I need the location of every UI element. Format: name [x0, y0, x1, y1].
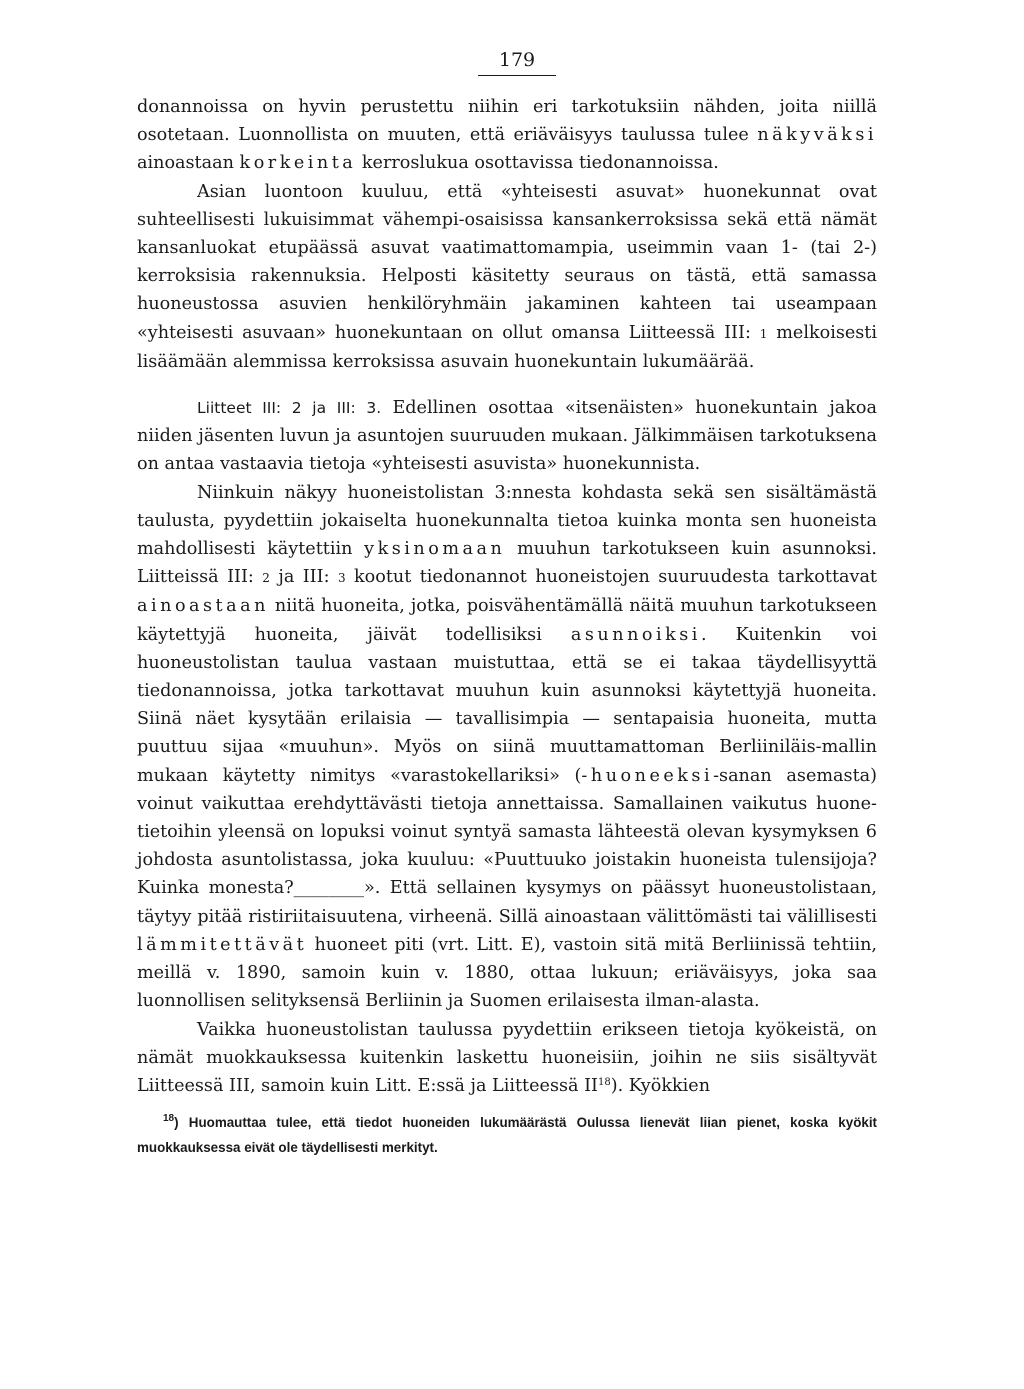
spaced-word: näkyväksi — [757, 125, 877, 146]
text-run: donannoissa on hyvin perustettu niihin eri tarkotuksiin nähden, joita niillä osotetaan. Luonnollista on muuten, että eriäväisyys taulussa tulee — [137, 97, 877, 146]
footnote-mark: 18 — [163, 1113, 175, 1125]
text-run: niitä huoneita, jotka, poisvähentämällä näitä muuhun tarkotukseen käytettyjä huoneita, jäivät todellisiksi — [137, 596, 877, 645]
text-run: 2 — [262, 571, 270, 586]
text-run: -sanan asemasta) voinut vaikuttaa erehdyttävästi tietoja annettaissa. Samallainen vaikutus huone-tietoihin yleensä on lopuksi voinut syntyä samasta lähteestä olevan kysymyksen 6 johdosta asuntolistassa, joka kuuluu: «Puuttuuko joistakin huoneista tulensijoja? Kuinka monesta?________». Että sellainen kysymys on päässyt huoneustolistaan, täytyy pitää ristiriitaisuutena, virheenä. Sillä ainoastaan välittömästi tai välillisesti — [137, 765, 877, 927]
text-run: . Kuitenkin voi huoneustolistan taulua vastaan muistuttaa, että se ei takaa täydellisyyttä tiedonannoissa, jotka tarkottavat muuhun kuin asunnoksi käytettyjä huoneita. Siinä näet kysytään erilaisia — tavallisimpia — sentapaisia huoneita, mutta puuttuu sijaa «muuhun». Myös on siinä muuttamattoman Berliiniläis-mallin mukaan käytetty nimitys «varastokellariksi» ( — [137, 624, 877, 786]
page-number: 179 — [478, 50, 556, 76]
text-run: ). Kyökkien — [610, 1075, 711, 1096]
section-heading: Liitteet III: 2 ja III: 3. — [197, 399, 382, 418]
spaced-word: yksinomaan — [364, 539, 506, 560]
paragraph-3 — [137, 394, 877, 479]
footnote-text: ) Huomauttaa tulee, että tiedot huoneiden lukumäärästä Oulussa lienevät liian pienet, koska kyökit muokkauksessa eivät ole täydellisesti merkityt. — [137, 1115, 877, 1156]
footnote-ref: 18 — [598, 1076, 611, 1088]
paragraph-2 — [137, 178, 877, 376]
text-run: Asian luontoon kuuluu, että «yhteisesti asuvat» huonekunnat ovat suhteellisesti lukuisimmat vähempi-osaisissa kansankerroksissa sekä että nämät kansanluokat etupäässä asuvat vaatimattomampia, useimmin vaan 1- (tai 2-) kerroksisia rakennuksia. Helposti käsitetty seuraus on tästä, että samassa huoneustossa asuvien henkilöryhmäin jakaminen kahteen tai useampaan «yhteisesti asuvaan» huonekuntaan on ollut omansa Liitteessä III: — [137, 181, 877, 343]
text-run: 1 — [759, 326, 768, 341]
spaced-word: korkeinta — [239, 153, 357, 174]
paragraph-4 — [137, 479, 877, 1016]
spaced-word: lämmitettävät — [137, 934, 308, 955]
text-run: kerroslukua osottavissa tiedonannoissa. — [356, 153, 719, 174]
text-run: ja III: — [269, 567, 338, 588]
text-run: huoneet piti (vrt. Litt. E), vastoin sitä mitä Berliinissä tehtiin, meillä v. 1890, samoin kuin v. 1880, ottaa lukuun; eriäväisyys, joka saa luonnollisen selityksensä Berliinin ja Suomen erilaisesta ilman-alasta. — [137, 934, 877, 1012]
text-run: Edellinen osottaa «itsenäisten» huonekuntain jakoa niiden jäsenten luvun ja asuntojen suuruuden mukaan. Jälkimmäisen tarkotuksena on antaa vastaavia tietoja «yhteisesti asuvista» huonekunnista. — [137, 398, 878, 475]
text-run: Vaikka huoneustolistan taulussa pyydettiin erikseen tietoja kyökeistä, on nämät muokkauksessa kuitenkin laskettu huoneisiin, joihin ne siis sisältyvät Liitteessä III, samoin kuin Litt. E:ssä ja Liitteessä II — [137, 1019, 877, 1096]
body-text — [137, 93, 877, 1160]
text-run: muuhun tarkotukseen kuin asunnoksi. Liitteissä III: — [137, 539, 877, 588]
paragraph-1 — [137, 93, 877, 178]
spaced-word: -huoneeksi — [581, 765, 714, 786]
text-run: ainoastaan — [137, 153, 240, 174]
text-run: Niinkuin näkyy huoneistolistan 3:nnesta kohdasta sekä sen sisältämästä taulusta, pyydettiin jokaiselta huonekunnalta tietoa kuinka monta sen huoneista mahdollisesti käytettiin — [137, 482, 877, 560]
text-run: 3 — [337, 571, 346, 586]
text-run: melkoisesti lisäämään alemmissa kerroksissa asuvain huonekuntain lukumäärää. — [137, 322, 877, 372]
paragraph-5 — [137, 1016, 877, 1101]
spaced-word: ainoastaan — [137, 596, 269, 617]
spaced-word: asunnoiksi — [570, 624, 701, 645]
text-run: kootut tiedonannot huoneistojen suuruudesta tarkottavat — [345, 567, 878, 588]
footnote-18 — [137, 1110, 877, 1160]
footnotes — [137, 1110, 877, 1160]
